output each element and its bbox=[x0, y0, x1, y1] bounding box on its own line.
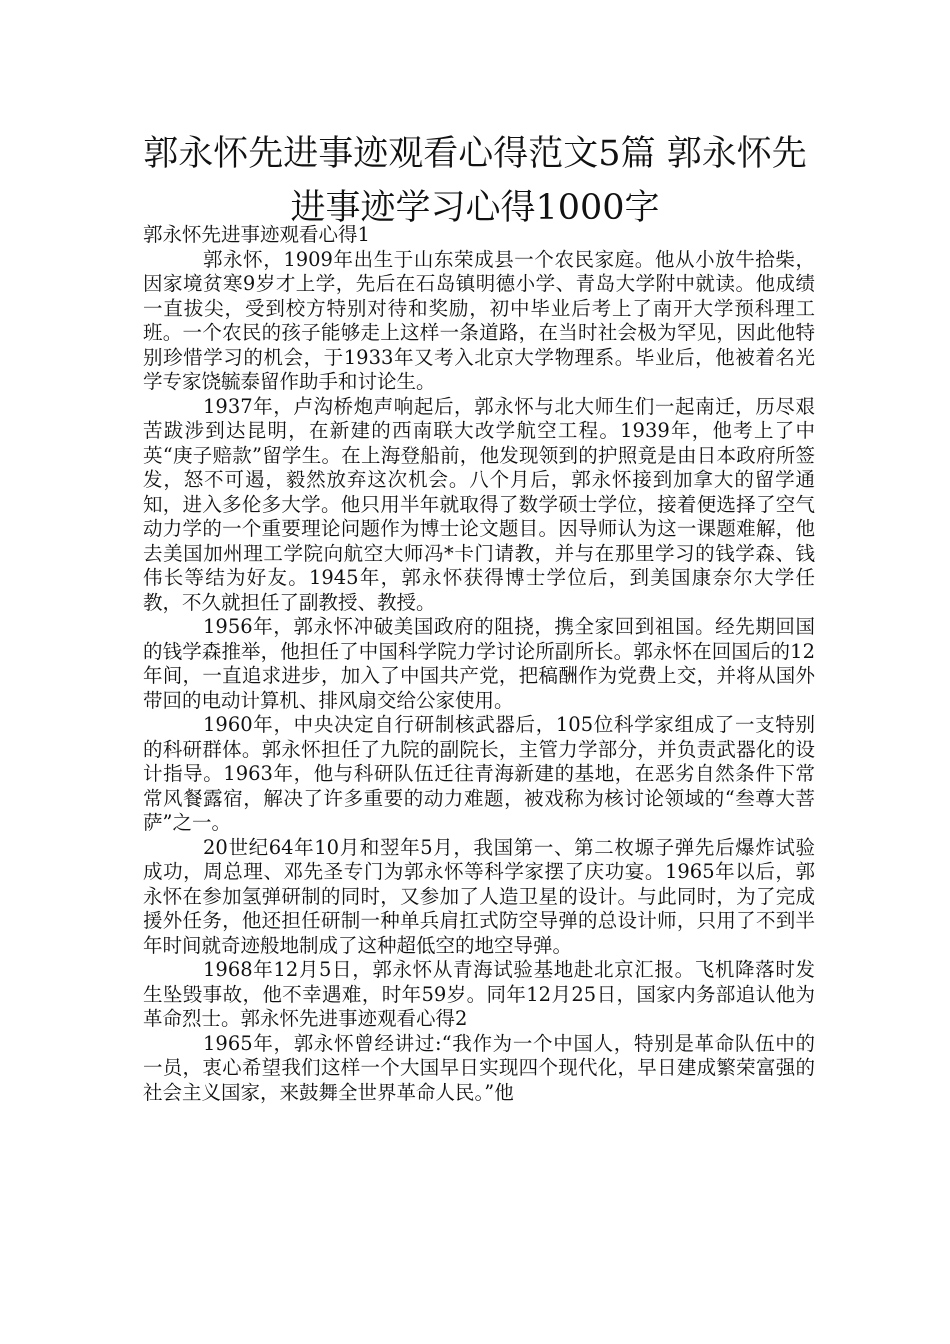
paragraph-6: 1968年12月5日，郭永怀从青海试验基地赴北京汇报。飞机降落时发生坠毁事故，他不幸遇难，时年59岁。同年12月25日，国家内务部追认他为革命烈士。郭永怀先进事迹观看心得2 bbox=[143, 958, 815, 1030]
document-title: 郭永怀先进事迹观看心得范文5篇 郭永怀先进事迹学习心得1000字 bbox=[143, 134, 807, 228]
document-body bbox=[143, 223, 815, 1105]
paragraph-1: 郭永怀，1909年出生于山东荣成县一个农民家庭。他从小放牛拾柴，因家境贫寒9岁才上学，先后在石岛镇明德小学、青岛大学附中就读。他成绩一直拔尖，受到校方特别对待和奖励，初中毕业后考上了南开大学预科理工班。一个农民的孩子能够走上这样一条道路，在当时社会极为罕见，因此他特别珍惜学习的机会，于1933年又考入北京大学物理系。毕业后，他被着名光学专家饶毓泰留作助手和讨论生。 bbox=[143, 247, 815, 393]
section-heading: 郭永怀先进事迹观看心得1 bbox=[143, 223, 370, 246]
paragraph-2: 1937年，卢沟桥炮声响起后，郭永怀与北大师生们一起南迁，历尽艰苦跋涉到达昆明，在新建的西南联大改学航空工程。1939年，他考上了中英“庚子赔款”留学生。在上海登船前，他发现领到的护照竟是由日本政府所签发，怒不可遏，毅然放弃这次机会。八个月后，郭永怀接到加拿大的留学通知，进入多伦多大学。他只用半年就取得了数学硕士学位，接着便选择了空气动力学的一个重要理论问题作为博士论文题目。因导师认为这一课题难解，他去美国加州理工学院向航空大师冯*卡门请教，并与在那里学习的钱学森、钱伟长等结为好友。1945年，郭永怀获得博士学位后，到美国康奈尔大学任教，不久就担任了副教授、教授。 bbox=[143, 394, 815, 614]
paragraph-7: 1965年，郭永怀曾经讲过:“我作为一个中国人，特别是革命队伍中的一员，衷心希望我们这样一个大国早日实现四个现代化，早日建成繁荣富强的社会主义国家，来鼓舞全世界革命人民。”他 bbox=[143, 1031, 815, 1104]
paragraph-4: 1960年，中央决定自行研制核武器后，105位科学家组成了一支特别的科研群体。郭永怀担任了九院的副院长，主管力学部分，并负责武器化的设计指导。1963年，他与科研队伍迁往青海新建的基地，在恶劣自然条件下常常风餐露宿，解决了许多重要的动力难题，被戏称为核讨论领域的“叁尊大菩萨”之一。 bbox=[143, 713, 815, 834]
paragraph-5: 20世纪64年10月和翌年5月，我国第一、第二枚塬子弹先后爆炸试验成功，周总理、邓先圣专门为郭永怀等科学家摆了庆功宴。1965年以后，郭永怀在参加氢弹研制的同时，又参加了人造卫星的设计。与此同时，为了完成援外任务，他还担任研制一种单兵肩扛式防空导弹的总设计师，只用了不到半年时间就奇迹般地制成了这种超低空的地空导弹。 bbox=[143, 835, 815, 957]
paragraph-3: 1956年，郭永怀冲破美国政府的阻挠，携全家回到祖国。经先期回国的钱学森推举，他担任了中国科学院力学讨论所副所长。郭永怀在回国后的12年间，一直追求进步，加入了中国共产党，把稿酬作为党费上交，并将从国外带回的电动计算机、排风扇交给公家使用。 bbox=[143, 615, 815, 712]
